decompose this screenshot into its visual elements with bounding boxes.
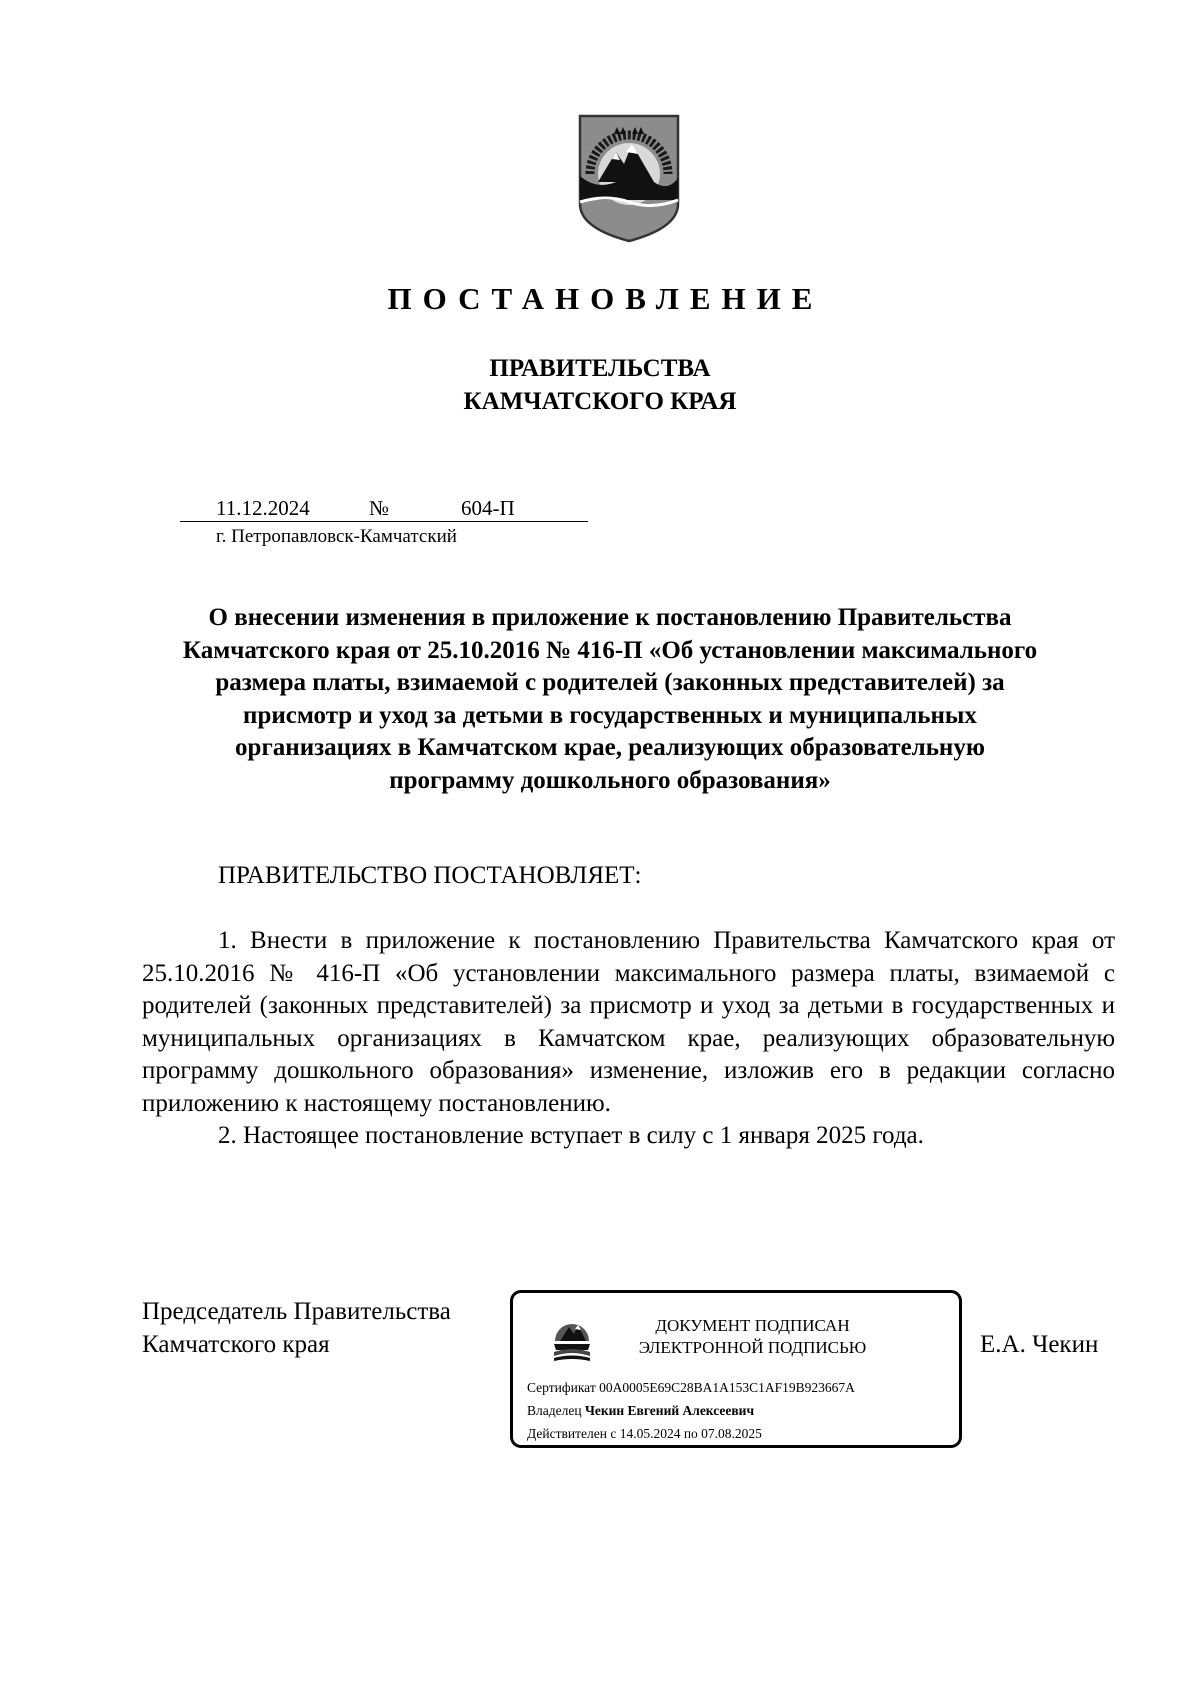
stamp-heading-line: ДОКУМЕНТ ПОДПИСАН [655, 1316, 850, 1335]
number-sign: № [369, 496, 390, 520]
validity-to-word: по [683, 1426, 698, 1441]
validity-row [527, 1426, 762, 1442]
title-line: организациях в Камчатском крае, реализующих образовательную [235, 734, 985, 761]
document-place: г. Петропавловск-Камчатский [216, 526, 457, 547]
title-line: Камчатского края от 25.10.2016 № 416-П «Об установлении максимального [182, 636, 1038, 664]
decree-statement: ПРАВИТЕЛЬСТВО ПОСТАНОВЛЯЕТ: [218, 862, 642, 889]
document-number: 604-П [461, 496, 515, 520]
signature-emblem-icon [551, 1311, 593, 1363]
title-line: программу дошкольного образования» [389, 766, 831, 794]
document-date: 11.12.2024 [216, 496, 310, 520]
document-type: ПОСТАНОВЛЕНИЕ [387, 281, 824, 316]
requisites-underline [180, 521, 588, 522]
validity-label: Действителен [527, 1426, 607, 1441]
certificate-label: Сертификат [527, 1380, 596, 1395]
body-paragraph-2: 2. Настоящее постановление вступает в силу с 1 января 2025 года. [218, 1122, 924, 1149]
signer-position-line: Председатель Правительства [142, 1298, 451, 1325]
certificate-value: 00A0005E69C28BA1A153C1AF19B923667A [599, 1380, 855, 1395]
signer-position [142, 1296, 451, 1361]
document-body [142, 925, 1115, 1153]
stamp-heading [605, 1315, 900, 1359]
issuer-line-2: КАМЧАТСКОГО КРАЯ [463, 388, 737, 415]
owner-row [527, 1403, 754, 1419]
signer-position-line: Камчатского края [142, 1330, 330, 1358]
title-line: О внесении изменения в приложение к постановлению Правительства [208, 604, 1012, 631]
title-line: размера платы, взимаемой с родителей (законных представителей) за [215, 669, 1005, 696]
validity-from-word: с [610, 1426, 617, 1441]
signer-name: Е.А. Чекин [980, 1331, 1099, 1358]
validity-from: 14.05.2024 [619, 1426, 681, 1441]
owner-label: Владелец [527, 1403, 582, 1418]
title-line: присмотр и уход за детьми в государственных и муниципальных [243, 701, 977, 729]
body-paragraph-1: 1. Внести в приложение к постановлению Правительства Камчатского края от 25.10.2016 № 416-П «Об установлении максимального размера платы, взимаемой с родителей (законных представителей) за присмотр и уход за детьми в государственных и муниципальных организациях в Камчатском крае, реализующих образовательную программу дошкольного образования» изменение, изложив его в редакции согласно приложению к настоящему постановлению. [142, 927, 1115, 1117]
certificate-row [527, 1380, 855, 1396]
document-title [135, 602, 1085, 797]
issuer-line-1: ПРАВИТЕЛЬСТВА [489, 355, 711, 382]
electronic-signature-stamp [510, 1290, 962, 1448]
coat-of-arms-icon [576, 112, 682, 244]
validity-to: 07.08.2025 [701, 1426, 762, 1441]
owner-value: Чекин Евгений Алексеевич [584, 1403, 755, 1418]
stamp-heading-line: ЭЛЕКТРОННОЙ ПОДПИСЬЮ [638, 1338, 867, 1357]
